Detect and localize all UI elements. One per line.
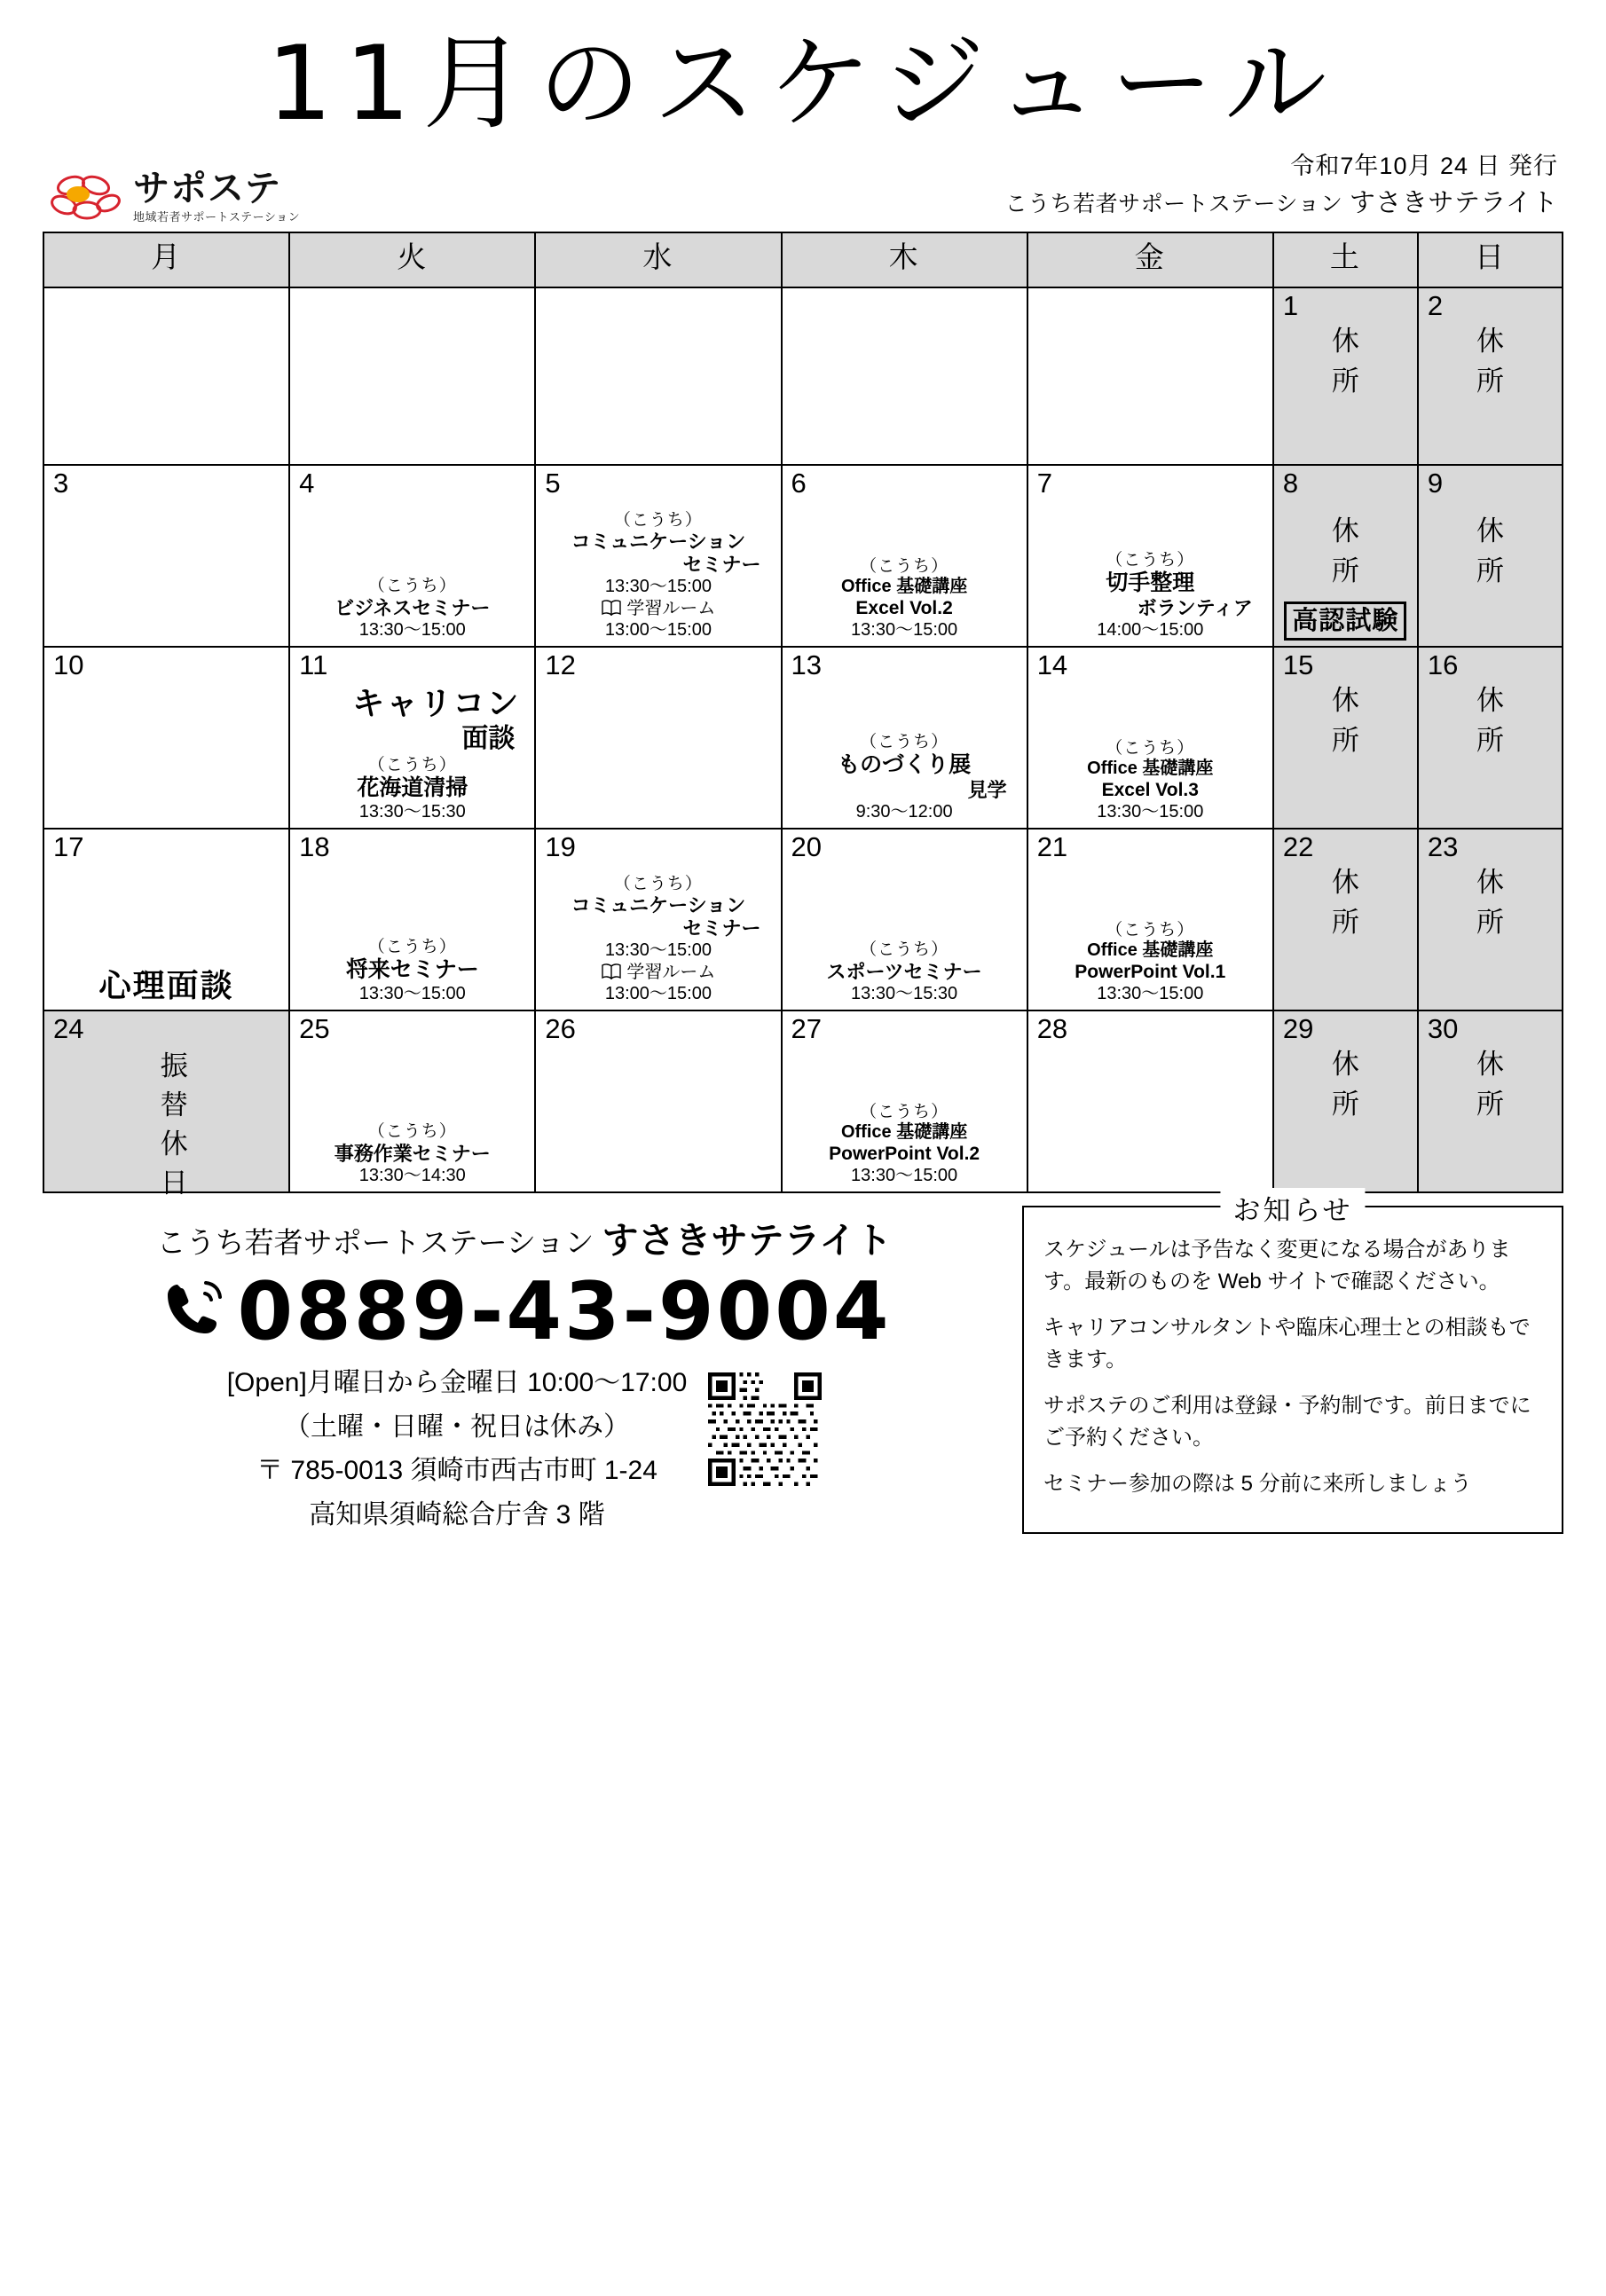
day-number: 2 [1427, 290, 1444, 322]
calendar-day-9 [1418, 465, 1563, 647]
notice-title: お知らせ [1220, 1188, 1365, 1228]
study-room-time: 13:00〜15:00 [604, 619, 712, 640]
day-number: 16 [1427, 649, 1459, 681]
closed-label: 休 所 [1476, 326, 1504, 397]
calendar-day-7 [1027, 465, 1273, 647]
day-number: 10 [53, 649, 84, 681]
event [783, 940, 1027, 1004]
event-time: 13:30〜15:00 [1097, 983, 1204, 1003]
logo-title: サポステ [133, 167, 282, 210]
event-name: Office 基礎講座 [1087, 759, 1214, 779]
event-name: 切手整理 [1106, 570, 1195, 596]
event-location: （こうち） [613, 874, 703, 893]
event-name-line2: ボランティア [1137, 596, 1253, 619]
event-name: 将来セミナー [345, 957, 479, 983]
event-name: Office 基礎講座 [840, 1122, 968, 1143]
day-content [44, 967, 288, 1004]
event-name: コミュニケーション [571, 531, 746, 554]
calendar-day-5 [535, 465, 781, 647]
closed-label: 休 所 [1476, 685, 1504, 757]
day-number: 17 [53, 831, 84, 863]
study-room-label: 学習ルーム [626, 599, 716, 618]
logo [48, 167, 301, 224]
issue-date: 令和7年10月 24 日 発行 [1290, 153, 1558, 180]
calendar-day-20 [782, 829, 1027, 1010]
event-location: （こうち） [367, 577, 457, 596]
calendar-day-24 [43, 1010, 289, 1199]
calendar-day-19 [535, 829, 781, 1010]
address-column [227, 1358, 688, 1534]
calendar-week-row [43, 1010, 1563, 1192]
day-number: 6 [791, 468, 807, 499]
calendar-header-row [43, 232, 1563, 287]
day-number: 22 [1282, 831, 1314, 863]
event-time: 13:30〜15:30 [851, 983, 958, 1003]
event-subtitle: Excel Vol.3 [1101, 780, 1199, 801]
notice-box [1022, 1195, 1563, 1534]
event [783, 1103, 1027, 1186]
weekday-header-sun: 日 [1418, 232, 1563, 287]
closed-label: 休 所 [1331, 515, 1359, 587]
day-number: 26 [545, 1013, 576, 1045]
event-name-line2: 見学 [967, 778, 1007, 801]
event-location: （こうち） [1106, 739, 1195, 759]
day-number: 14 [1036, 649, 1068, 681]
event-highlight-sub: 面談 [461, 723, 516, 753]
day-content [290, 936, 534, 1005]
day-content [290, 575, 534, 641]
page-title: 11月のスケジュール [266, 24, 1340, 144]
telephone-line [43, 1265, 1006, 1358]
day-number: 12 [545, 649, 576, 681]
event-subtitle: PowerPoint Vol.1 [1075, 962, 1226, 983]
calendar-day-22 [1273, 829, 1418, 1010]
notice-item: サポステのご利用は登録・予約制です。前日までにご予約ください。 [1043, 1394, 1531, 1451]
event-location: （こうち） [1106, 550, 1195, 570]
event [536, 875, 780, 1005]
address-line-1: 〒 785-0013 須崎市西古市町 1-24 [256, 1456, 657, 1486]
event-location: （こうち） [860, 557, 949, 577]
event-name: 事務作業セミナー [334, 1142, 491, 1165]
footer-section [43, 1195, 1563, 1534]
footer-org-line [43, 1211, 1006, 1263]
calendar-day-empty [535, 287, 781, 465]
event-highlight: 心理面談 [98, 966, 234, 1003]
phone-icon [158, 1276, 225, 1348]
calendar-day-14 [1027, 647, 1273, 829]
day-number: 8 [1282, 468, 1299, 499]
calendar-day-8 [1273, 465, 1418, 647]
exam-badge: 高認試験 [1284, 602, 1406, 641]
day-content [536, 509, 780, 641]
calendar-day-3 [43, 465, 289, 647]
day-number: 18 [299, 831, 330, 863]
study-room-time: 13:00〜15:00 [604, 983, 712, 1003]
event-name: Office 基礎講座 [840, 577, 968, 597]
address-qr-row [43, 1358, 1006, 1534]
closed-label: 休 所 [1331, 685, 1359, 757]
day-number: 4 [299, 468, 315, 499]
study-room-line [536, 599, 780, 620]
calendar-day-empty [1027, 287, 1273, 465]
closed-label: 休 所 [1331, 326, 1359, 397]
day-number: 20 [791, 831, 822, 863]
event [290, 577, 534, 641]
calendar-day-27 [782, 1010, 1027, 1192]
calendar-day-10 [43, 647, 289, 829]
book-icon [601, 599, 622, 620]
day-number: 7 [1036, 468, 1052, 499]
event-name-line2: セミナー [682, 554, 761, 577]
day-number: 13 [791, 649, 822, 681]
open-hours-note: （土曜・日曜・祝日は休み） [283, 1411, 630, 1442]
event-name: 花海道清掃 [357, 775, 468, 801]
calendar-week-row [43, 465, 1563, 647]
notice-item: スケジュールは予告なく変更になる場合があります。最新のものを Web サイトで確認ください。 [1043, 1238, 1511, 1294]
weekday-header-thu: 木 [782, 232, 1027, 287]
issue-org [1005, 185, 1558, 224]
event-time: 9:30〜12:00 [855, 801, 953, 822]
calendar-day-11 [289, 647, 535, 829]
qr-code [708, 1372, 822, 1486]
day-number: 30 [1427, 1013, 1459, 1045]
calendar-day-28 [1027, 1010, 1273, 1192]
closed-label: 休 所 [1331, 1049, 1359, 1120]
day-content [783, 555, 1027, 641]
closed-label: 休 所 [1476, 1049, 1504, 1120]
day-content [783, 939, 1027, 1004]
calendar-day-21 [1027, 829, 1273, 1010]
study-room-label: 学習ルーム [626, 963, 716, 982]
holiday-label: 振 替 休 日 [160, 1050, 188, 1199]
day-number: 23 [1427, 831, 1459, 863]
day-content [536, 873, 780, 1005]
issue-info [1005, 148, 1558, 223]
day-number: 25 [299, 1013, 330, 1045]
calendar-day-4 [289, 465, 535, 647]
day-content [1028, 919, 1272, 1004]
day-content [290, 685, 534, 822]
day-content [783, 731, 1027, 822]
calendar-day-empty [289, 287, 535, 465]
event-highlight: キャリコン [352, 685, 521, 722]
event-location: （こうち） [1106, 921, 1195, 940]
event-location: （こうち） [860, 940, 949, 960]
event-time: 13:30〜15:00 [604, 577, 712, 597]
event-time: 13:30〜15:00 [1097, 801, 1204, 822]
day-number: 28 [1036, 1013, 1068, 1045]
event-time: 14:00〜15:00 [1097, 619, 1204, 640]
notice-item: セミナー参加の際は 5 分前に来所しましょう [1043, 1472, 1472, 1497]
day-number: 5 [545, 468, 561, 499]
day-number: 19 [545, 831, 576, 863]
weekday-header-fri: 金 [1027, 232, 1273, 287]
day-number: 11 [299, 649, 328, 681]
day-content [1028, 737, 1272, 822]
book-icon [601, 963, 622, 984]
event-time: 13:30〜15:00 [358, 983, 466, 1003]
contact-block [43, 1206, 1006, 1534]
calendar-day-25 [289, 1010, 535, 1192]
day-content [1028, 549, 1272, 641]
day-number: 15 [1282, 649, 1314, 681]
calendar-week-row [43, 829, 1563, 1010]
event-name: ビジネスセミナー [335, 596, 491, 619]
calendar-day-1 [1273, 287, 1418, 465]
calendar-table [43, 232, 1563, 1199]
weekday-header-tue: 火 [289, 232, 535, 287]
event [1028, 551, 1272, 641]
event [290, 938, 534, 1005]
address-line-2: 高知県須崎総合庁舎 3 階 [309, 1499, 605, 1529]
weekday-header-mon: 月 [43, 232, 289, 287]
event [290, 1122, 534, 1186]
event [783, 733, 1027, 822]
calendar-day-13 [782, 647, 1027, 829]
logo-subtitle: 地域若者サポートステーション [133, 210, 301, 224]
closed-label: 休 所 [1476, 515, 1504, 587]
event-name: スポーツセミナー [826, 960, 982, 983]
event-name: ものづくり展 [838, 752, 972, 778]
event-name-line2: セミナー [682, 917, 761, 940]
event-location: （こうち） [860, 732, 949, 751]
event [1028, 921, 1272, 1004]
event [1028, 739, 1272, 822]
open-hours: [Open]月曜日から金曜日 10:00〜17:00 [226, 1368, 688, 1398]
issue-org-name: こうち若者サポートステーション [1004, 191, 1343, 216]
day-number: 9 [1427, 468, 1444, 499]
event-name: コミュニケーション [571, 894, 746, 917]
day-number: 3 [53, 468, 69, 499]
study-room-line [536, 963, 780, 984]
event [536, 511, 780, 641]
event-time: 13:30〜14:30 [358, 1165, 466, 1185]
calendar-day-26 [535, 1010, 781, 1192]
event [783, 557, 1027, 641]
day-content [290, 1120, 534, 1186]
calendar-week-row [43, 647, 1563, 829]
weekday-header-wed: 水 [535, 232, 781, 287]
day-content [783, 1101, 1027, 1186]
event-location: （こうち） [367, 1122, 457, 1142]
schedule-flyer [0, 25, 1606, 2296]
calendar-day-6 [782, 465, 1027, 647]
event-time: 13:30〜15:00 [358, 619, 466, 640]
calendar-day-30 [1418, 1010, 1563, 1192]
day-number: 29 [1282, 1013, 1314, 1045]
day-number: 27 [791, 1013, 822, 1045]
weekday-header-sat: 土 [1273, 232, 1418, 287]
footer-satellite: すさきサテライト [602, 1220, 893, 1262]
event-name: Office 基礎講座 [1087, 940, 1214, 961]
calendar-day-16 [1418, 647, 1563, 829]
calendar-day-29 [1273, 1010, 1418, 1192]
event-location: （こうち） [367, 937, 457, 956]
calendar-day-17 [43, 829, 289, 1010]
closed-label: 休 所 [1331, 867, 1359, 939]
notice-item: キャリアコンサルタントや臨床心理士との相談もできます。 [1043, 1316, 1531, 1372]
day-number: 1 [1282, 290, 1299, 322]
event-location: （こうち） [367, 755, 457, 775]
event-location: （こうち） [613, 510, 703, 530]
event-time: 13:30〜15:00 [851, 1165, 958, 1185]
exam-badge-wrap [1274, 602, 1417, 641]
event-location: （こうち） [860, 1103, 949, 1122]
header-row [48, 148, 1558, 223]
day-number: 21 [1036, 831, 1068, 863]
event-subtitle: Excel Vol.2 [855, 598, 953, 619]
calendar-day-15 [1273, 647, 1418, 829]
calendar-week-row [43, 287, 1563, 465]
event-time: 13:30〜15:00 [851, 619, 958, 640]
closed-label: 休 所 [1476, 867, 1504, 939]
day-content [1274, 598, 1417, 641]
event [290, 756, 534, 823]
calendar-day-empty [782, 287, 1027, 465]
issue-satellite: すさきサテライト [1349, 188, 1558, 217]
event-subtitle: PowerPoint Vol.2 [829, 1144, 980, 1165]
calendar-day-23 [1418, 829, 1563, 1010]
event-time: 13:30〜15:00 [604, 940, 712, 961]
event-time: 13:30〜15:30 [358, 801, 466, 822]
calendar-day-18 [289, 829, 535, 1010]
telephone-number: 0889-43-9004 [237, 1265, 892, 1359]
calendar-day-empty [43, 287, 289, 465]
footer-org: こうち若者サポートステーション [156, 1226, 594, 1260]
calendar-day-12 [535, 647, 781, 829]
sapostep-flower-icon [48, 171, 124, 223]
calendar-day-2 [1418, 287, 1563, 465]
day-number: 24 [53, 1013, 84, 1045]
